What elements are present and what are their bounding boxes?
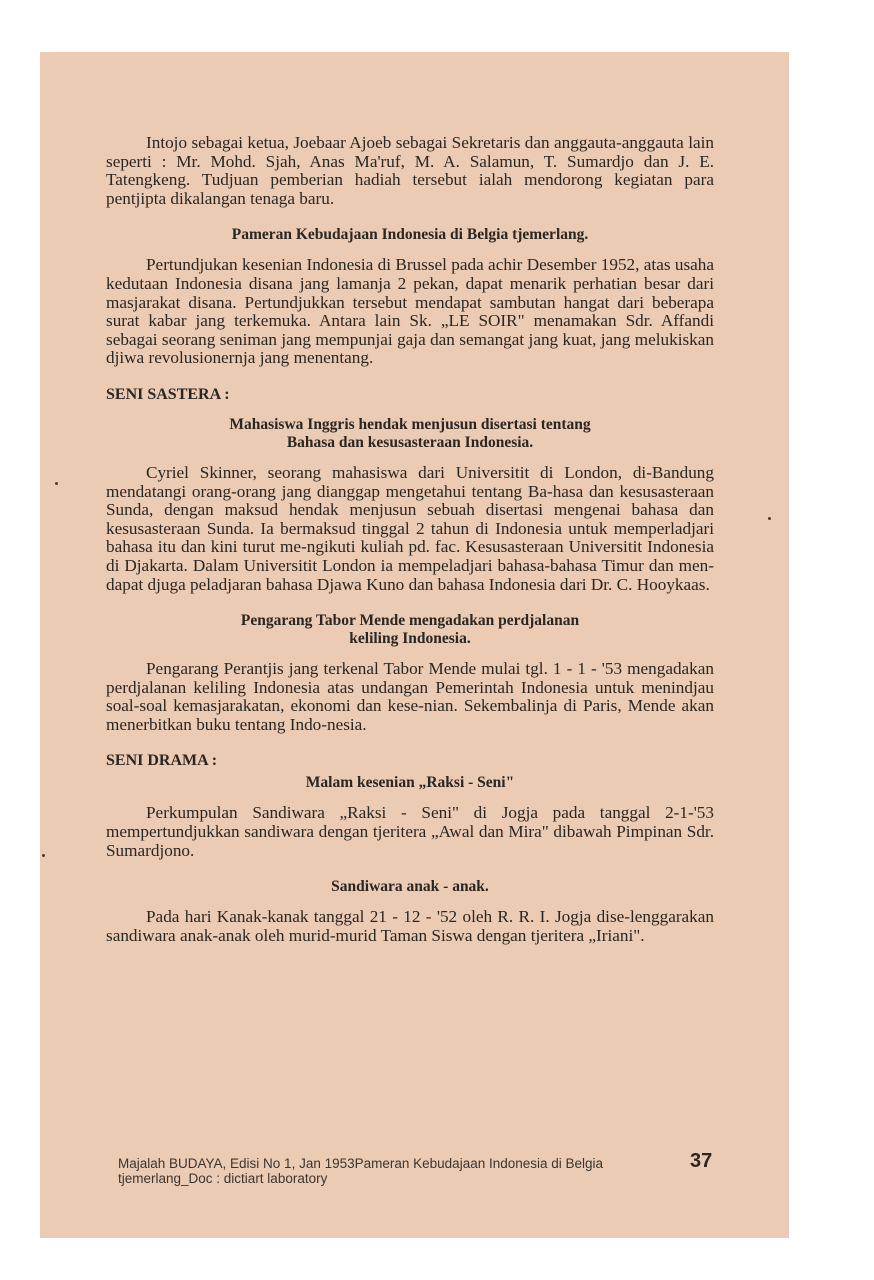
pameran-section [106, 226, 714, 368]
scanned-page [40, 52, 789, 1238]
pameran-paragraph: Pertundjukan kesenian Indonesia di Brussel pada achir Desember 1952, atas usaha kedutaan Indonesia disana jang lamanja 2 pekan, dapat menarik perhatian besar dari masjarakat disana. Pertundjukkan tersebut mendapat sambutan hangat dari beberapa surat kabar jang terkemuka. Antara lain Sk. „LE SOIR" menamakan Sdr. Affandi sebagai seorang seniman jang mempunjai gaja dan semangat jang kuat, jang melukiskan djiwa revolusionernja jang menentang. [106, 255, 714, 368]
intro-paragraph: Intojo sebagai ketua, Joebaar Ajoeb sebagai Sekretaris dan anggauta-anggauta lain seperti : Mr. Mohd. Sjah, Anas Ma'ruf, M. A. Salamun, T. Sumardjo dan J. E. Tatengkeng. Tudjuan pemberian hadiah tersebut ialah mendorong kegiatan para pentjipta dikalangan tenaga baru. [106, 133, 714, 208]
sandiwara-anak-paragraph: Pada hari Kanak-kanak tanggal 21 - 12 - '52 oleh R. R. I. Jogja dise-lenggarakan sandiwara anak-anak oleh murid-murid Taman Siswa dengan tjeritera „Iriani". [106, 907, 714, 945]
raksi-seni-heading: Malam kesenian „Raksi - Seni" [305, 774, 515, 792]
mahasiswa-heading-line2: Bahasa dan kesusasteraan Indonesia. [286, 433, 534, 451]
source-footer [118, 1156, 678, 1186]
mahasiswa-heading-line1: Mahasiswa Inggris hendak menjusun disertasi tentang [229, 415, 591, 433]
scan-speck [768, 517, 771, 520]
scan-speck [55, 482, 58, 485]
seni-drama-section [106, 752, 714, 945]
mahasiswa-heading [106, 416, 714, 452]
tabor-mende-heading [106, 612, 714, 648]
seni-sastera-section [106, 386, 714, 735]
source-line-2: tjemerlang_Doc : dictiart laboratory [118, 1171, 328, 1186]
page-content [106, 134, 714, 963]
seni-sastera-label: SENI SASTERA : [106, 385, 230, 403]
intro-section [106, 134, 714, 208]
sandiwara-anak-heading: Sandiwara anak - anak. [331, 878, 489, 896]
tabor-mende-heading-line2: keliling Indonesia. [349, 630, 471, 648]
source-line-1: Majalah BUDAYA, Edisi No 1, Jan 1953Pameran Kebudajaan Indonesia di Belgia [118, 1156, 604, 1171]
page-number: 37 [690, 1150, 713, 1172]
raksi-seni-paragraph: Perkumpulan Sandiwara „Raksi - Seni" di Jogja pada tanggal 2-1-'53 mempertundjukkan sandiwara dengan tjeritera „Awal dan Mira" dibawah Pimpinan Sdr. Sumardjono. [106, 803, 714, 860]
seni-drama-label: SENI DRAMA : [106, 752, 218, 770]
tabor-mende-paragraph: Pengarang Perantjis jang terkenal Tabor Mende mulai tgl. 1 - 1 - '53 mengadakan perdjalanan keliling Indonesia atas undangan Pemerintah Indonesia untuk menindjau soal-soal kemasjarakatan, ekonomi dan kese-nian. Sekembalinja di Paris, Mende akan menerbitkan buku tentang Indo-nesia. [106, 659, 714, 734]
tabor-mende-heading-line1: Pengarang Tabor Mende mengadakan perdjalanan [240, 612, 580, 630]
mahasiswa-paragraph: Cyriel Skinner, seorang mahasiswa dari Universitit di London, di-Bandung mendatangi orang-orang jang dianggap mengetahui tentang Ba-hasa dan kesusasteraan Sunda, dengan maksud hendak menjusun sebuah disertasi mengenai bahasa dan kesusasteraan Sunda. Ia bermaksud tinggal 2 tahun di Indonesia untuk memperladjari bahasa itu dan kini turut me-ngikuti kuliah pd. fac. Kesusasteraan Universitit Indonesia di Djakarta. Dalam Universitit London ia mempeladjari bahasa-bahasa Timur dan men-dapat djuga peladjaran bahasa Djawa Kuno dan bahasa Indonesia dari Dr. C. Hooykaas. [106, 462, 714, 594]
pameran-heading: Pameran Kebudajaan Indonesia di Belgia tjemerlang. [231, 226, 589, 244]
scan-speck [42, 854, 45, 857]
